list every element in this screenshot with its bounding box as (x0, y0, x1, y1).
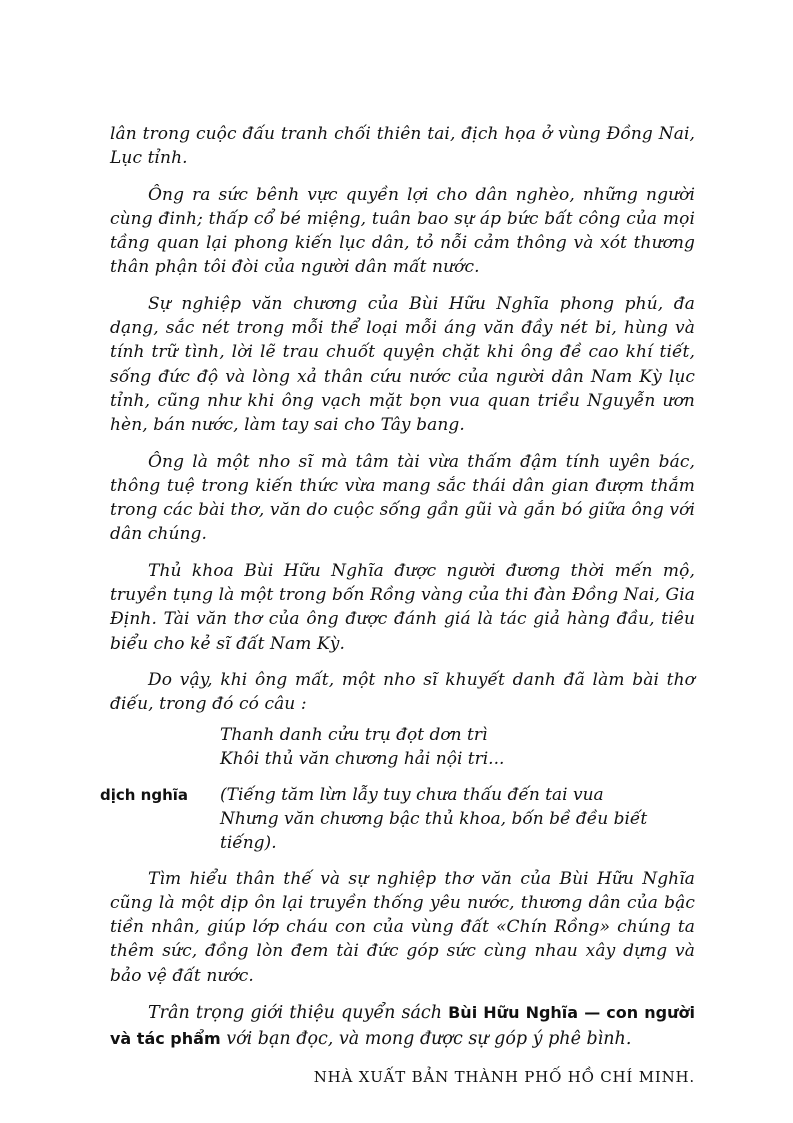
verse-line-1: Thanh danh cửu trụ đọt dơn trì (220, 724, 488, 745)
translation-lines (220, 783, 695, 855)
paragraph-2: Ông ra sức bênh vực quyền lợi cho dân nghèo, những người cùng đinh; thấp cổ bé miệng, tuân bao sự áp bức bất công của mọi tầng quan lại phong kiến lục dân, tỏ nỗi cảm thông và xót thương thân phận tôi đòi của người dân mất nước. (110, 184, 695, 278)
paragraph-7: Tìm hiểu thân thế và sự nghiệp thơ văn của Bùi Hữu Nghĩa cũng là một dịp ôn lại truyền thống yêu nước, thương dân của bậc tiền nhân, giúp lớp cháu con của vùng đất «Chín Rồng» chúng ta thêm sức, đồng lòn đem tài đức góp sức cùng nhau xây dựng và bảo vệ đất nước. (110, 868, 695, 986)
paragraph-1: lân trong cuộc đấu tranh chối thiên tai, địch họa ở vùng Đồng Nai, Lục tỉnh. (110, 124, 695, 169)
book-title: Bùi Hữu Nghĩa — con người và tác phẩm (110, 1003, 695, 1049)
translation-block (100, 783, 695, 855)
verse-line-2: Khôi thủ văn chương hải nội tri... (220, 748, 505, 769)
paragraph-5: Thủ khoa Bùi Hữu Nghĩa được người đương thời mến mộ, truyền tụng là một trong bốn Rồng vàng của thi đàn Đồng Nai, Gia Định. Tài văn thơ của ông được đánh giá là tác giả hàng đầu, tiêu biểu cho kẻ sĩ đất Nam Kỳ. (110, 560, 695, 654)
closing-before: Trân trọng giới thiệu quyển sách (148, 1003, 442, 1024)
translation-line-2: Nhưng văn chương bậc thủ khoa, bốn bề đều biết tiếng). (220, 808, 648, 853)
paragraph-4: Ông là một nho sĩ mà tâm tài vừa thấm đậm tính uyên bác, thông tuệ trong kiến thức vừa mang sắc thái dân gian đượm thắm trong các bài thơ, văn do cuộc sống gần gũi và gắn bó giữa ông với dân chúng. (110, 451, 695, 545)
translation-label: dịch nghĩa (100, 785, 189, 804)
closing-after: với bạn đọc, và mong được sự góp ý phê bình. (226, 1029, 632, 1050)
paragraph-6: Do vậy, khi ông mất, một nho sĩ khuyết danh đã làm bài thơ điếu, trong đó có câu : (110, 669, 695, 715)
publisher-signature: NHÀ XUẤT BẢN THÀNH PHỐ HỒ CHÍ MINH. (313, 1068, 695, 1087)
paragraph-3: Sự nghiệp văn chương của Bùi Hữu Nghĩa phong phú, đa dạng, sắc nét trong mỗi thể loại mỗi áng văn đầy nét bi, hùng và tính trữ tình, lời lẽ trau chuốt quyện chặt khi ông đề cao khí tiết, sống đức độ và lòng xả thân cứu nước của người dân Nam Kỳ lục tỉnh, cũng như khi ông vạch mặt bọn vua quan triều Nguyễn ươn hèn, bán nước, làm tay sai cho Tây bang. (110, 293, 695, 436)
closing-paragraph (110, 1000, 695, 1052)
poem-verse (220, 723, 695, 771)
body-text (100, 122, 695, 1087)
translation-line-1: (Tiếng tăm lừn lẫy tuy chưa thấu đến tai vua (220, 784, 604, 805)
